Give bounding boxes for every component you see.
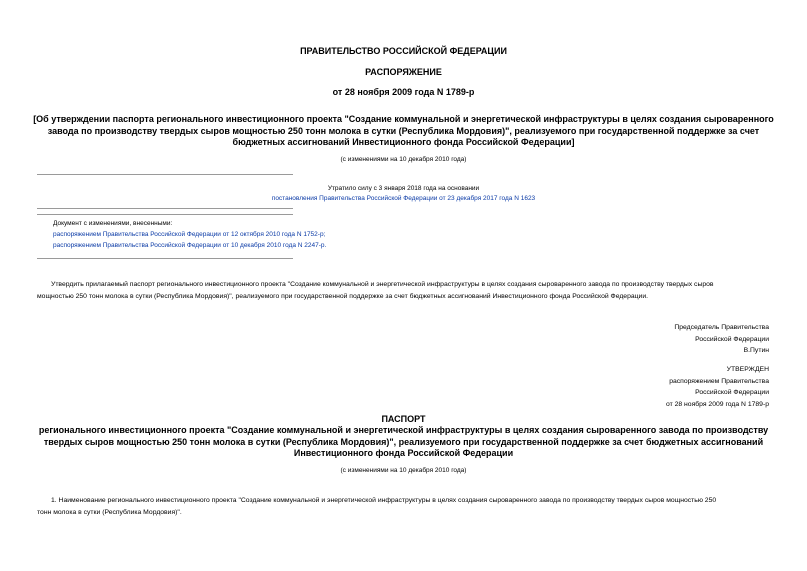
passport-item-line: 1. Наименование регионального инвестиционного проекта "Создание коммунальной и энергетической инфраструктуры в целях создания сыроваренного завода по производству твердых сыров мощностью 250 (51, 497, 717, 504)
approved-line: Российской Федерации (695, 389, 769, 396)
signature-org: Российской Федерации (695, 335, 769, 343)
government-name: ПРАВИТЕЛЬСТВО РОССИЙСКОЙ ФЕДЕРАЦИИ (300, 46, 507, 56)
document-title-line: завода по производству твердых сыров мощностью 250 тонн молока в сутки (Республика Мордовия)", реализуемого при государственной поддержке за счет (47, 125, 760, 136)
approved-heading: УТВЕРЖДЕН (726, 366, 769, 373)
signature-title: Председатель Правительства (674, 324, 769, 331)
passport-heading: ПАСПОРТ (381, 414, 426, 424)
divider (37, 208, 293, 209)
passport-title-line: регионального инвестиционного проекта "Создание коммунальной и энергетической инфраструктуры в целях создания сыроваренного завода по производству (38, 425, 769, 435)
changes-intro: Документ с изменениями, внесенными: (53, 220, 173, 227)
change-link[interactable]: распоряжением Правительства Российской Федерации от 12 октября 2010 года N 1752-р; (53, 231, 326, 238)
document-title-line: бюджетных ассигнований Инвестиционного фонда Российской Федерации] (232, 137, 575, 147)
divider (37, 174, 293, 175)
passport-title (0, 425, 807, 460)
document-date-number: от 28 ноября 2009 года N 1789-р (332, 87, 475, 97)
amendment-note: (с изменениями на 10 декабря 2010 года) (340, 156, 467, 163)
approved-block (666, 364, 769, 410)
body-paragraph (37, 279, 777, 303)
signature-name: В.Путин (743, 347, 769, 354)
change-link[interactable]: распоряжением Правительства Российской Федерации от 10 декабря 2010 года N 2247-р. (53, 242, 327, 249)
passport-item-1 (37, 495, 777, 519)
divider (37, 214, 293, 215)
body-line: мощностью 250 тонн молока в сутки (Республика Мордовия)", реализуемого при государственной поддержке за счет бюджетных ассигнований Инвестиционного фонда Российской Федерации. (37, 293, 649, 300)
passport-title-line: Инвестиционного фонда Российской Федерации (293, 448, 514, 458)
lost-force-link[interactable]: постановления Правительства Российской Федерации от 23 декабря 2017 года N 1623 (271, 195, 536, 202)
divider (37, 258, 293, 259)
lost-force-note: Утратило силу с 3 января 2018 года на основании (327, 185, 480, 192)
document-title-line: [Об утверждении паспорта регионального инвестиционного проекта "Создание коммунальной и энергетической инфраструктуры в целях создания сыроваренного (33, 114, 774, 124)
passport-amendment-note: (с изменениями на 10 декабря 2010 года) (340, 467, 467, 474)
passport-item-line: тонн молока в сутки (Республика Мордовия)". (37, 509, 182, 516)
passport-title-line: твердых сыров мощностью 250 тонн молока в сутки (Республика Мордовия)", реализуемого при государственной поддержке за счет бюджетных ассигнований (43, 436, 764, 447)
document-title (0, 114, 807, 149)
approved-line: от 28 ноября 2009 года N 1789-р (665, 400, 769, 408)
approved-line: распоряжением Правительства (669, 377, 769, 385)
document-type: РАСПОРЯЖЕНИЕ (365, 67, 442, 77)
signature-block (674, 322, 769, 357)
body-line: Утвердить прилагаемый паспорт регионального инвестиционного проекта "Создание коммунальной и энергетической инфраструктуры в целях создания сыроваренного завода по производству твердых сыров (51, 281, 714, 288)
